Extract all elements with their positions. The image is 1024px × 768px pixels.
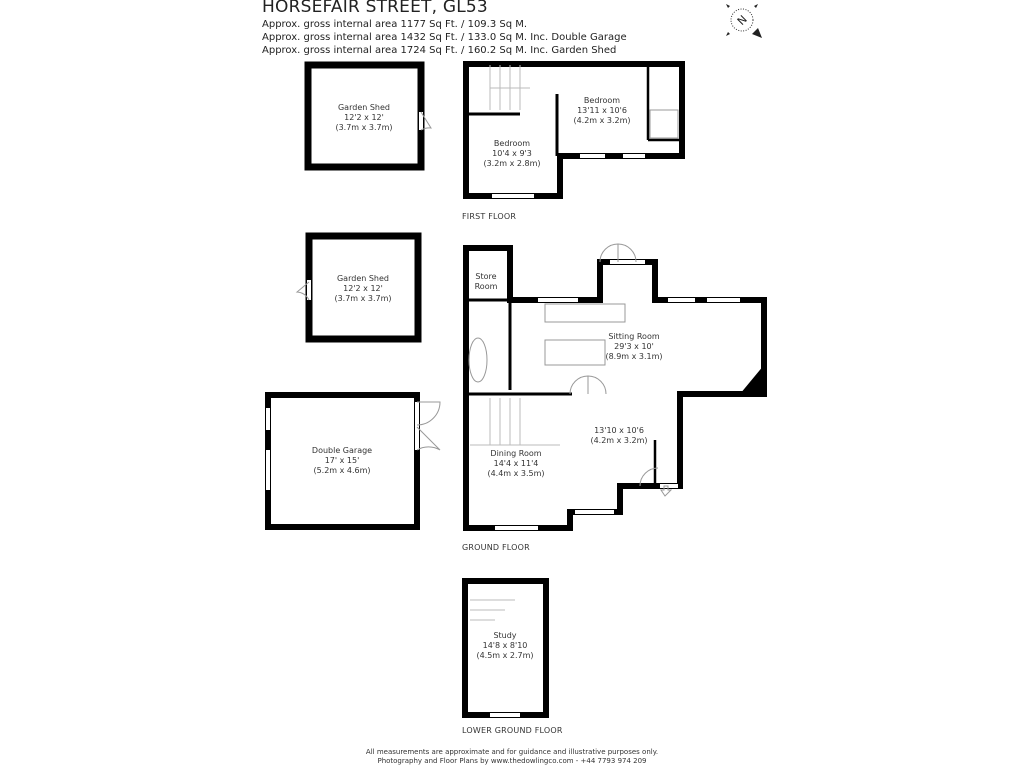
room-label-bedroom-main: Bedroom 13'11 x 10'6 (4.2m x 3.2m) bbox=[573, 96, 631, 125]
disclaimer-text: All measurements are approximate and for guidance and illustrative purposes only. bbox=[365, 748, 659, 756]
room-label-sitting-room: Sitting Room 29'3 x 10' (8.9m x 3.1m) bbox=[605, 332, 663, 361]
floor-label-ground: GROUND FLOOR bbox=[462, 543, 530, 552]
room-label-study: Study 14'8 x 8'10 (4.5m x 2.7m) bbox=[476, 631, 534, 660]
property-title: HORSEFAIR STREET, GL53 bbox=[262, 0, 488, 17]
credit-text: Photography and Floor Plans by www.thedowlingco.com - +44 7793 974 209 bbox=[377, 757, 647, 765]
svg-text:N: N bbox=[734, 12, 750, 28]
area-line-3: Approx. gross internal area 1724 Sq Ft. / 160.2 Sq M. Inc. Garden Shed bbox=[262, 45, 617, 56]
room-label-bedroom-second: Bedroom 10'4 x 9'3 (3.2m x 2.8m) bbox=[483, 139, 541, 168]
room-label-dining-room: Dining Room 14'4 x 11'4 (4.4m x 3.5m) bbox=[487, 449, 545, 478]
room-label-double-garage: Double Garage 17' x 15' (5.2m x 4.6m) bbox=[311, 446, 373, 475]
area-line-2: Approx. gross internal area 1432 Sq Ft. / 133.0 Sq M. Inc. Double Garage bbox=[262, 32, 627, 43]
room-label-garden-shed-lower: Garden Shed 12'2 x 12' (3.7m x 3.7m) bbox=[334, 274, 392, 303]
floor-label-first: FIRST FLOOR bbox=[462, 212, 517, 221]
room-label-store-room: Store Room bbox=[474, 272, 498, 291]
room-label-hall: 13'10 x 10'6 (4.2m x 3.2m) bbox=[590, 426, 648, 445]
area-line-1: Approx. gross internal area 1177 Sq Ft. / 109.3 Sq M. bbox=[262, 19, 528, 30]
floor-label-lower-ground: LOWER GROUND FLOOR bbox=[462, 726, 563, 735]
room-label-garden-shed-upper: Garden Shed 12'2 x 12' (3.7m x 3.7m) bbox=[335, 103, 393, 132]
